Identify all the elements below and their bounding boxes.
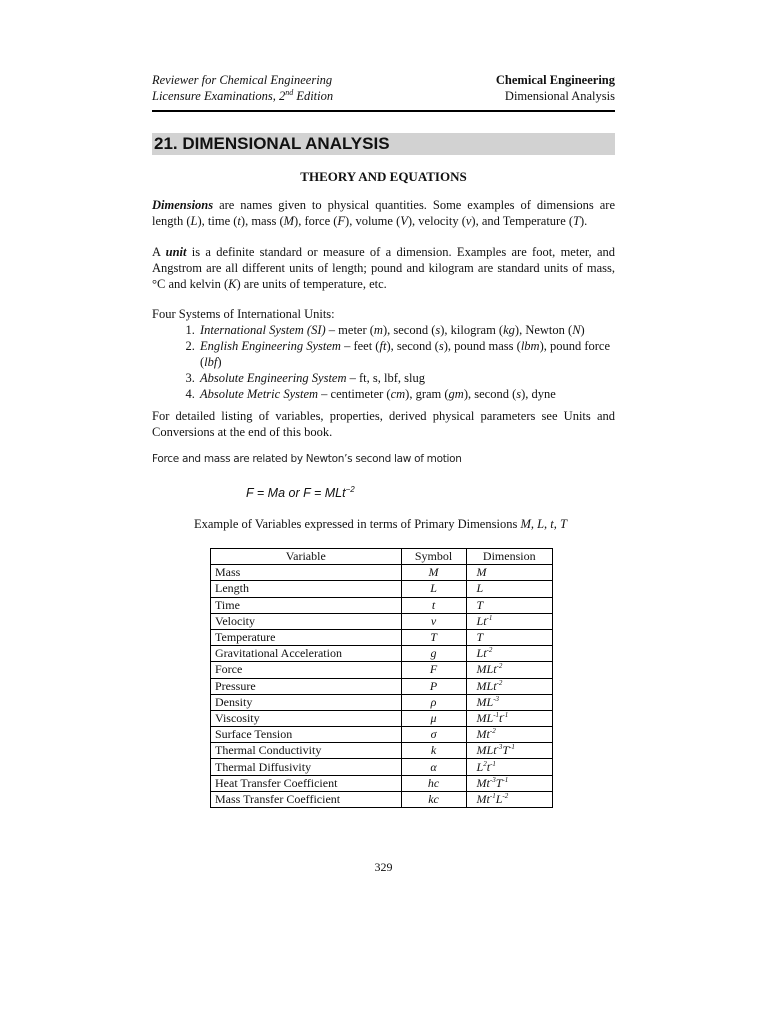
- table-row: [211, 629, 553, 645]
- table-row: [211, 565, 553, 581]
- formula-exponent: −2: [345, 484, 355, 494]
- table-row: [211, 791, 553, 807]
- dimension-cell: $L^2t^{-1}$: [466, 759, 552, 775]
- table-row: [211, 646, 553, 662]
- variable-cell: Temperature: [211, 629, 402, 645]
- variable-cell: Length: [211, 581, 402, 597]
- table-row: [211, 678, 553, 694]
- page-number: 329: [374, 860, 393, 874]
- symbol-cell: M: [401, 565, 466, 581]
- symbol-T: T: [573, 214, 580, 228]
- symbol-F: F: [337, 214, 346, 228]
- dimension-cell: $Mt^{-3}T^{-1}$: [466, 775, 552, 791]
- dimension-cell: L: [466, 581, 552, 597]
- unit-paragraph: [152, 244, 615, 292]
- symbol-t: t: [237, 214, 241, 228]
- dimensions-table: [210, 548, 553, 808]
- symbol-cell: g: [401, 646, 466, 662]
- symbol-cell: ρ: [401, 694, 466, 710]
- book-title-line2: [152, 88, 333, 104]
- table-row: [211, 613, 553, 629]
- dimension-cell: T: [466, 629, 552, 645]
- unit-system-name: English Engineering System: [200, 339, 341, 353]
- unit-system-units: feet (ft), second (s), pound mass (lbm), pound force (lbf): [200, 339, 611, 369]
- book-title-line2-main: Licensure Examinations, 2: [152, 89, 286, 103]
- detail-paragraph: For detailed listing of variables, properties, derived physical parameters see Units and Conversions at the end of this book.: [152, 409, 615, 439]
- edition-superscript: nd: [285, 87, 294, 97]
- unit-system-units: centimeter (cm), gram (gm), second (s), dyne: [330, 387, 556, 401]
- text-run: ), velocity (: [407, 214, 466, 228]
- dimensions-paragraph: [152, 197, 615, 229]
- table-row: [211, 597, 553, 613]
- symbol-cell: α: [401, 759, 466, 775]
- unit-system-item: 1. International System (SI) – meter (m), second (s), kilogram (kg), Newton (N): [198, 322, 615, 338]
- unit-system-name: International System (SI): [200, 323, 326, 337]
- dimension-cell: $Mt^{-2}$: [466, 727, 552, 743]
- table-caption-text: Example of Variables expressed in terms of Primary Dimensions: [194, 517, 521, 531]
- unit-system-name: Absolute Metric System: [200, 387, 319, 401]
- text-run: ) are units of temperature, etc.: [236, 277, 387, 291]
- subject-name: Chemical Engineering: [495, 73, 615, 87]
- text-run: ).: [580, 214, 588, 228]
- book-title: [152, 72, 333, 104]
- text-run: ), time (: [197, 214, 238, 228]
- text-run: A: [152, 245, 166, 259]
- variable-cell: Gravitational Acceleration: [211, 646, 402, 662]
- chapter-title-bar: [152, 133, 615, 155]
- newton-formula: [246, 486, 355, 500]
- symbol-cell: t: [401, 597, 466, 613]
- variable-cell: Time: [211, 597, 402, 613]
- variable-cell: Thermal Diffusivity: [211, 759, 402, 775]
- variable-cell: Force: [211, 662, 402, 678]
- unit-system-units: meter (m), second (s), kilogram (kg), Newton (N): [338, 323, 585, 337]
- variable-cell: Heat Transfer Coefficient: [211, 775, 402, 791]
- dimension-cell: $Lt^{-2}$: [466, 646, 552, 662]
- dimension-cell: $ML^{-1}t^{-1}$: [466, 710, 552, 726]
- table-row: [211, 581, 553, 597]
- symbol-cell: L: [401, 581, 466, 597]
- newton-law-text: Force and mass are related by Newton’s second law of motion: [152, 453, 462, 465]
- table-row: [211, 727, 553, 743]
- table-row: [211, 694, 553, 710]
- symbol-cell: T: [401, 629, 466, 645]
- symbol-cell: σ: [401, 727, 466, 743]
- page-header: [152, 72, 615, 112]
- variable-cell: Pressure: [211, 678, 402, 694]
- table-caption-dims: M, L, t, T: [520, 517, 567, 531]
- table-row: [211, 710, 553, 726]
- dimension-cell: $Lt^{-1}$: [466, 613, 552, 629]
- book-title-line1: Reviewer for Chemical Engineering: [152, 73, 333, 87]
- variable-cell: Mass Transfer Coefficient: [211, 791, 402, 807]
- chapter-title: 21. DIMENSIONAL ANALYSIS: [154, 134, 390, 153]
- variable-cell: Density: [211, 694, 402, 710]
- text-run: ), force (: [294, 214, 338, 228]
- unit-term: unit: [165, 245, 187, 259]
- chapter-info: [496, 72, 615, 104]
- dimensions-term: Dimensions: [152, 198, 214, 212]
- unit-system-item: 4. Absolute Metric System – centimeter (cm), gram (gm), second (s), dyne: [198, 386, 615, 402]
- unit-systems-intro: Four Systems of International Units:: [152, 307, 335, 321]
- symbol-cell: kc: [401, 791, 466, 807]
- symbol-M: M: [283, 214, 295, 228]
- dimension-cell: $Mt^{-1}L^{-2}$: [466, 791, 552, 807]
- symbol-cell: k: [401, 743, 466, 759]
- table-caption: [194, 517, 567, 532]
- table-row: [211, 662, 553, 678]
- section-title: THEORY AND EQUATIONS: [300, 169, 467, 184]
- unit-system-name: Absolute Engineering System: [200, 371, 347, 385]
- table-row: [211, 775, 553, 791]
- unit-systems-section: [152, 306, 615, 402]
- table-row: [211, 759, 553, 775]
- dimension-cell: $MLt^{-3}T^{-1}$: [466, 743, 552, 759]
- header-symbol: Symbol: [401, 549, 466, 565]
- text-run: ), mass (: [240, 214, 284, 228]
- unit-systems-list: [152, 322, 615, 402]
- table-header-row: [211, 549, 553, 565]
- header-variable: Variable: [211, 549, 402, 565]
- variable-cell: Thermal Conductivity: [211, 743, 402, 759]
- dimension-cell: T: [466, 597, 552, 613]
- unit-system-item: 3. Absolute Engineering System – ft, s, lbf, slug: [198, 370, 615, 386]
- unit-system-item: 2. English Engineering System – feet (ft), second (s), pound mass (lbm), pound force (lbf): [198, 338, 615, 370]
- variable-cell: Mass: [211, 565, 402, 581]
- formula-text: F = Ma or F = MLt: [246, 486, 346, 500]
- text-run: is a definite standard or measure of a dimension. Examples are foot, meter, and Angstrom are all different units of length; pound and kilogram are standard units of mass, °C and kelvin (: [152, 245, 615, 291]
- text-run: ), and Temperature (: [471, 214, 574, 228]
- dimension-cell: M: [466, 565, 552, 581]
- chapter-name: Dimensional Analysis: [504, 89, 615, 103]
- dimension-cell: MLt$^{-2}$: [466, 662, 552, 678]
- symbol-cell: μ: [401, 710, 466, 726]
- symbol-L: L: [190, 214, 198, 228]
- unit-system-units: ft, s, lbf, slug: [359, 371, 425, 385]
- variable-cell: Surface Tension: [211, 727, 402, 743]
- symbol-K: K: [228, 277, 237, 291]
- text-run: are names given to physical quantities. Some examples of dimensions are length (: [152, 198, 615, 228]
- text-run: ), volume (: [345, 214, 401, 228]
- symbol-cell: P: [401, 678, 466, 694]
- variable-cell: Velocity: [211, 613, 402, 629]
- variable-cell: Viscosity: [211, 710, 402, 726]
- header-dimension: Dimension: [466, 549, 552, 565]
- symbol-cell: hc: [401, 775, 466, 791]
- symbol-v: v: [465, 214, 472, 228]
- dimension-cell: $ML^{-3}$: [466, 694, 552, 710]
- book-title-line2-end: Edition: [293, 89, 334, 103]
- dimension-cell: MLt$^{-2}$: [466, 678, 552, 694]
- symbol-cell: v: [401, 613, 466, 629]
- symbol-V: V: [400, 214, 408, 228]
- table-row: [211, 743, 553, 759]
- table-body: [211, 565, 553, 808]
- symbol-cell: F: [401, 662, 466, 678]
